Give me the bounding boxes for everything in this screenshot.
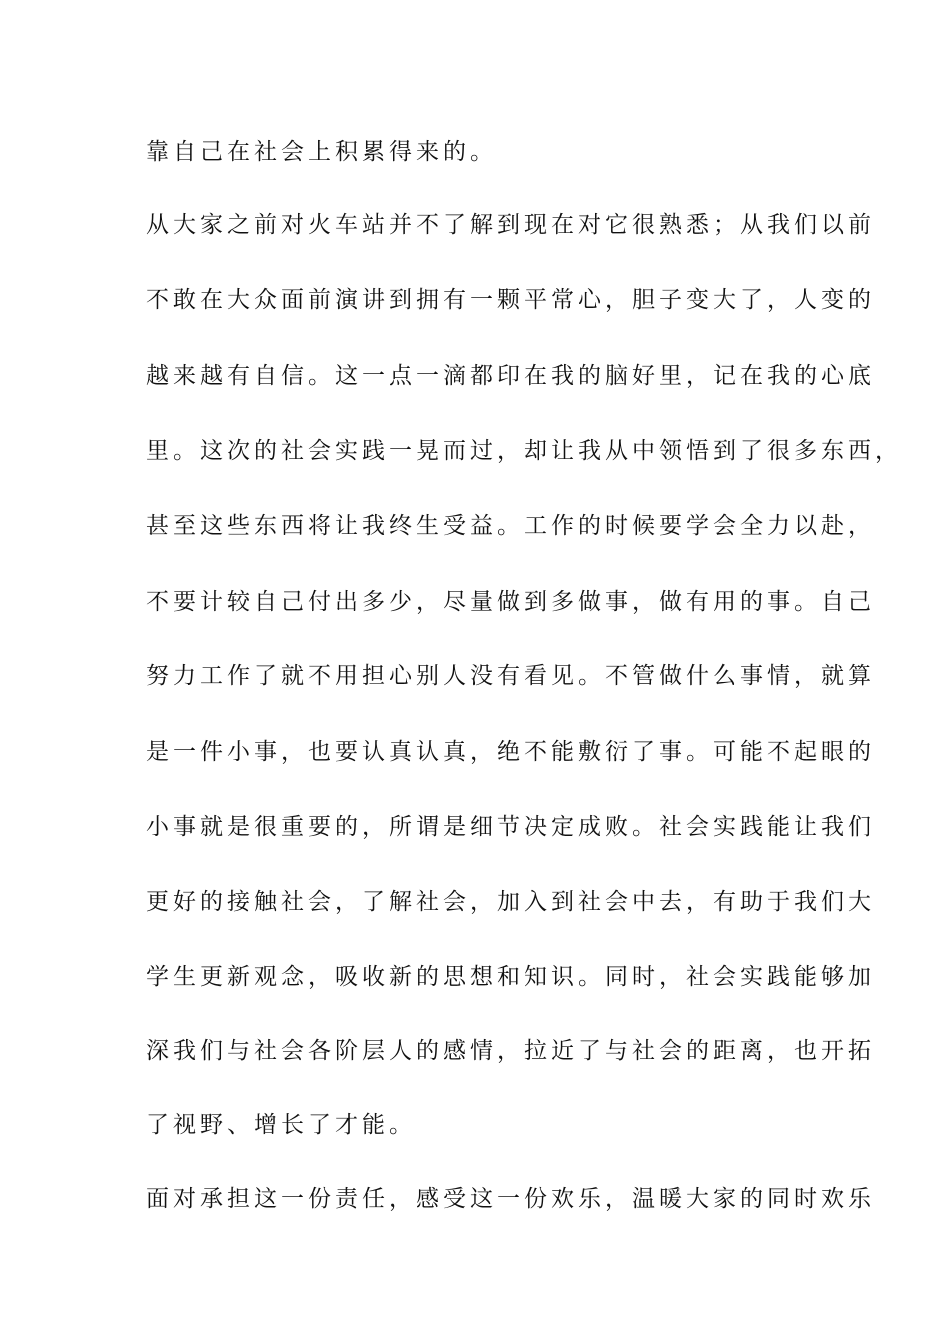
text-line: 是一件小事，也要认真认真，绝不能敷衍了事。可能不起眼的 [146,739,875,765]
text-line: 了视野、增长了才能。 [146,1112,416,1138]
text-line: 努力工作了就不用担心别人没有看见。不管做什么事情，就算 [146,663,875,689]
text-line: 越来越有自信。这一点一滴都印在我的脑好里，记在我的心底 [146,363,875,389]
text-line: 面对承担这一份责任，感受这一份欢乐，温暖大家的同时欢乐 [146,1186,875,1212]
text-line: 不要计较自己付出多少，尽量做到多做事，做有用的事。自己 [146,589,875,615]
text-line: 小事就是很重要的，所谓是细节决定成败。社会实践能让我们 [146,814,875,840]
text-line: 学生更新观念，吸收新的思想和知识。同时，社会实践能够加 [146,964,875,990]
text-line: 甚至这些东西将让我终生受益。工作的时候要学会全力以赴， [146,513,875,539]
text-line: 从大家之前对火车站并不了解到现在对它很熟悉；从我们以前 [146,212,875,238]
text-line: 深我们与社会各阶层人的感情，拉近了与社会的距离，也开拓 [146,1038,875,1064]
text-line: 靠自己在社会上积累得来的。 [146,139,497,165]
text-line: 里。这次的社会实践一晃而过，却让我从中领悟到了很多东西， [146,438,902,464]
text-line: 不敢在大众面前演讲到拥有一颗平常心，胆子变大了，人变的 [146,287,875,313]
text-line: 更好的接触社会，了解社会，加入到社会中去，有助于我们大 [146,889,875,915]
